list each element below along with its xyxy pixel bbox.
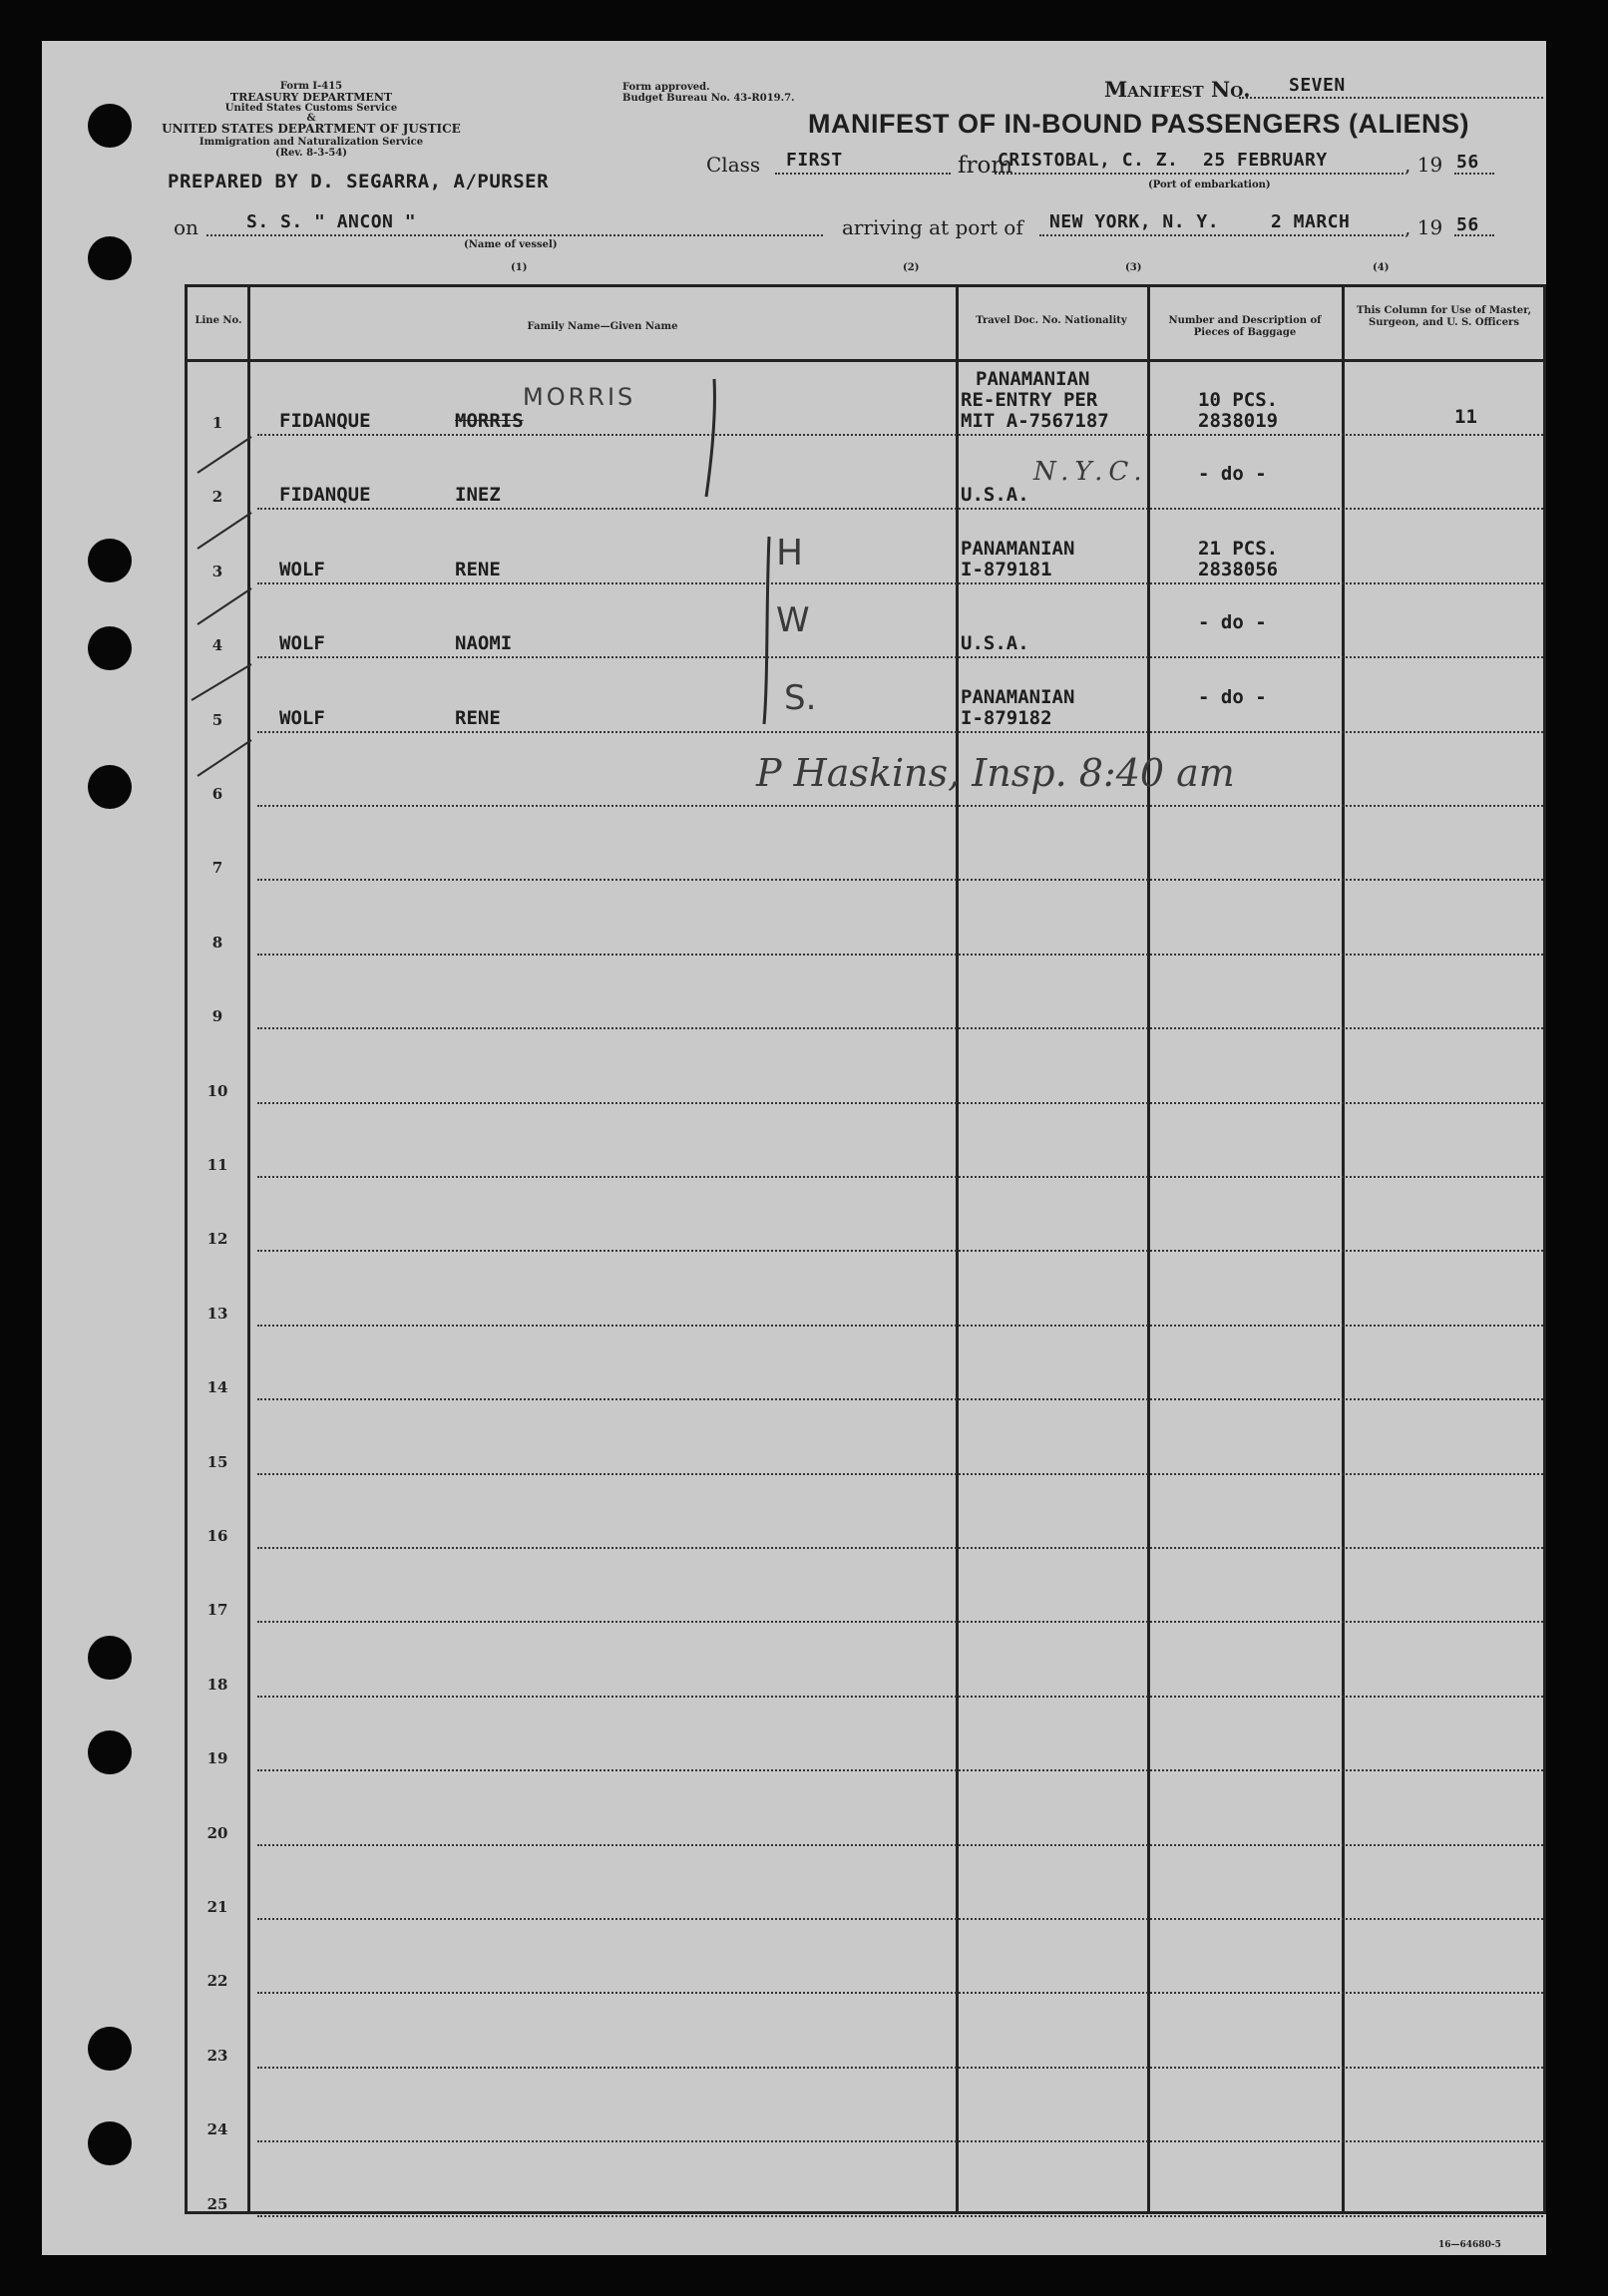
line-number: 6	[211, 785, 223, 803]
travel-doc-line3: U.S.A.	[961, 632, 1029, 655]
travel-doc-line3: I-879181	[961, 558, 1052, 580]
travel-doc-line3: I-879182	[961, 706, 1052, 729]
col-num-3: (3)	[1125, 262, 1142, 273]
port-embark-label: (Port of embarkation)	[1148, 180, 1271, 191]
baggage-line1: - do -	[1198, 611, 1267, 634]
vessel-underline	[206, 234, 823, 236]
baggage-line1: 21 PCS.	[1198, 537, 1279, 560]
handwritten-morris: MORRIS	[523, 383, 636, 411]
revision: (Rev. 8-3-54)	[274, 148, 348, 159]
table-row	[188, 584, 1543, 658]
handwritten-s: S.	[784, 678, 817, 718]
year1-underline	[1454, 173, 1494, 175]
table-row	[188, 2069, 1543, 2142]
line-number: 17	[206, 1601, 228, 1620]
row-dotted-line	[257, 2215, 1543, 2217]
from-underline	[995, 173, 1404, 175]
handwritten-nyc: N.Y.C.	[1033, 457, 1148, 487]
given-name: RENE	[455, 706, 501, 729]
line-number: 11	[206, 1156, 228, 1174]
from-date: 25 FEBRUARY	[1203, 150, 1328, 171]
travel-doc-line2: PANAMANIAN	[961, 537, 1075, 560]
on-label: on	[174, 215, 199, 239]
given-name: NAOMI	[455, 632, 513, 655]
table-row	[188, 1698, 1543, 1771]
binder-hole	[88, 2121, 132, 2165]
line-number: 22	[206, 1972, 228, 1991]
travel-doc-line2: RE-ENTRY PER	[961, 389, 1098, 411]
table-row	[188, 1772, 1543, 1846]
class-underline	[775, 173, 951, 175]
year-1: 56	[1456, 152, 1479, 173]
manifest-title: MANIFEST OF IN-BOUND PASSENGERS (ALIENS)	[808, 109, 1470, 139]
ampersand: &	[306, 113, 316, 124]
line-number: 14	[206, 1378, 228, 1397]
table-row	[188, 1920, 1543, 1994]
given-name: RENE	[455, 558, 501, 580]
table-row	[188, 362, 1543, 436]
dept-treasury: TREASURY DEPARTMENT	[229, 91, 393, 104]
line-number: 4	[211, 636, 223, 655]
arrival-underline	[1039, 234, 1404, 236]
manifest-no-label: Manifest No.	[1104, 77, 1251, 102]
line-number: 3	[211, 562, 223, 580]
table-row	[188, 1475, 1543, 1549]
manifest-no-value: SEVEN	[1289, 75, 1346, 96]
year-prefix-2: , 19	[1405, 215, 1443, 239]
form-number: Form I-415	[279, 81, 343, 92]
line-number: 13	[206, 1304, 228, 1323]
year2-underline	[1454, 234, 1494, 236]
binder-hole	[88, 1730, 132, 1774]
binder-hole	[88, 2027, 132, 2071]
travel-doc-line2: PANAMANIAN	[961, 685, 1075, 708]
col-travel: Travel Doc. No. Nationality	[976, 315, 1127, 326]
year-2: 56	[1456, 214, 1479, 235]
baggage-line1: - do -	[1198, 463, 1267, 486]
line-number: 1	[211, 414, 223, 432]
line-number: 16	[206, 1527, 228, 1545]
col-num-1: (1)	[511, 262, 528, 273]
line-number: 23	[206, 2046, 228, 2065]
table-row	[188, 2143, 1543, 2217]
table-row	[188, 1846, 1543, 1920]
table-row	[188, 807, 1543, 881]
line-number: 21	[206, 1898, 228, 1916]
col-num-2: (2)	[903, 262, 920, 273]
table-row	[188, 1995, 1543, 2069]
given-name: INEZ	[455, 484, 501, 507]
line-number: 8	[211, 933, 223, 952]
handwritten-inspector-signature: P Haskins, Insp. 8:40 am	[756, 751, 1235, 795]
ins-service: Immigration and Naturalization Service	[199, 137, 424, 148]
family-name: WOLF	[279, 632, 325, 655]
family-name: WOLF	[279, 706, 325, 729]
travel-doc-line3: U.S.A.	[961, 484, 1029, 507]
table-row	[188, 1624, 1543, 1698]
table-row	[188, 511, 1543, 584]
line-number: 24	[206, 2120, 228, 2139]
given-name: MORRIS	[455, 410, 524, 432]
dept-justice: UNITED STATES DEPARTMENT OF JUSTICE	[162, 122, 461, 136]
family-name: WOLF	[279, 558, 325, 580]
line-number: 10	[206, 1081, 228, 1100]
table-row	[188, 1030, 1543, 1104]
binder-hole	[88, 236, 132, 280]
binder-hole	[88, 539, 132, 582]
class-value: FIRST	[786, 150, 843, 171]
binder-hole	[88, 626, 132, 670]
line-number: 9	[211, 1007, 223, 1026]
line-number: 7	[211, 859, 223, 878]
family-name: FIDANQUE	[279, 484, 371, 507]
baggage-line2: 2838019	[1198, 410, 1279, 432]
line-number: 12	[206, 1230, 228, 1249]
table-row	[188, 1104, 1543, 1178]
baggage-line2: 2838056	[1198, 558, 1279, 580]
manifest-no-underline	[1239, 97, 1543, 99]
table-row	[188, 659, 1543, 733]
line-number: 19	[206, 1749, 228, 1768]
line-number: 20	[206, 1823, 228, 1842]
binder-hole	[88, 765, 132, 809]
binder-hole	[88, 1636, 132, 1680]
vessel-label: (Name of vessel)	[464, 239, 558, 250]
line-number: 2	[211, 488, 223, 507]
year-prefix-1: , 19	[1405, 153, 1443, 177]
passenger-table	[185, 284, 1546, 2214]
line-number: 18	[206, 1675, 228, 1694]
table-row	[188, 1178, 1543, 1252]
line-number: 15	[206, 1452, 228, 1471]
line-number: 25	[206, 2194, 228, 2213]
table-row	[188, 436, 1543, 510]
travel-doc-line1: PANAMANIAN	[976, 368, 1090, 390]
table-row	[188, 1327, 1543, 1400]
class-label: Class	[706, 153, 761, 177]
col-name: Family Name—Given Name	[527, 321, 678, 332]
customs-service: United States Customs Service	[224, 103, 398, 114]
table-row	[188, 1253, 1543, 1327]
arrival-port: NEW YORK, N. Y.	[1049, 211, 1220, 232]
table-row	[188, 1549, 1543, 1623]
line-number: 5	[211, 710, 223, 729]
baggage-line1: - do -	[1198, 685, 1267, 708]
col-line-no: Line No.	[195, 315, 242, 326]
col-baggage: Number and Description of Pieces of Baggage	[1168, 315, 1322, 338]
table-row	[188, 956, 1543, 1029]
vessel-name: S. S. " ANCON "	[246, 211, 417, 232]
budget-bureau: Budget Bureau No. 43-R019.7.	[622, 93, 795, 104]
col-num-4: (4)	[1373, 262, 1390, 273]
baggage-line1: 10 PCS.	[1198, 389, 1279, 411]
manifest-sheet	[42, 41, 1546, 2255]
table-row	[188, 1401, 1543, 1475]
form-footer: 16—64680-5	[1438, 2240, 1501, 2250]
handwritten-w: W	[776, 600, 810, 640]
arriving-label: arriving at port of	[842, 215, 1023, 239]
col-officers: This Column for Use of Master, Surgeon, and U. S. Officers	[1356, 305, 1532, 328]
family-name: FIDANQUE	[279, 410, 371, 432]
from-label: from	[958, 153, 1013, 179]
officer-note: 11	[1454, 406, 1477, 428]
table-row	[188, 882, 1543, 956]
form-approved: Form approved.	[622, 82, 710, 93]
travel-doc-line3: MIT A-7567187	[961, 410, 1109, 432]
arrival-date: 2 MARCH	[1271, 211, 1351, 232]
prepared-by: PREPARED BY D. SEGARRA, A/PURSER	[168, 171, 550, 192]
binder-hole	[88, 104, 132, 148]
from-port: CRISTOBAL, C. Z.	[998, 150, 1179, 171]
handwritten-h: H	[776, 533, 804, 574]
